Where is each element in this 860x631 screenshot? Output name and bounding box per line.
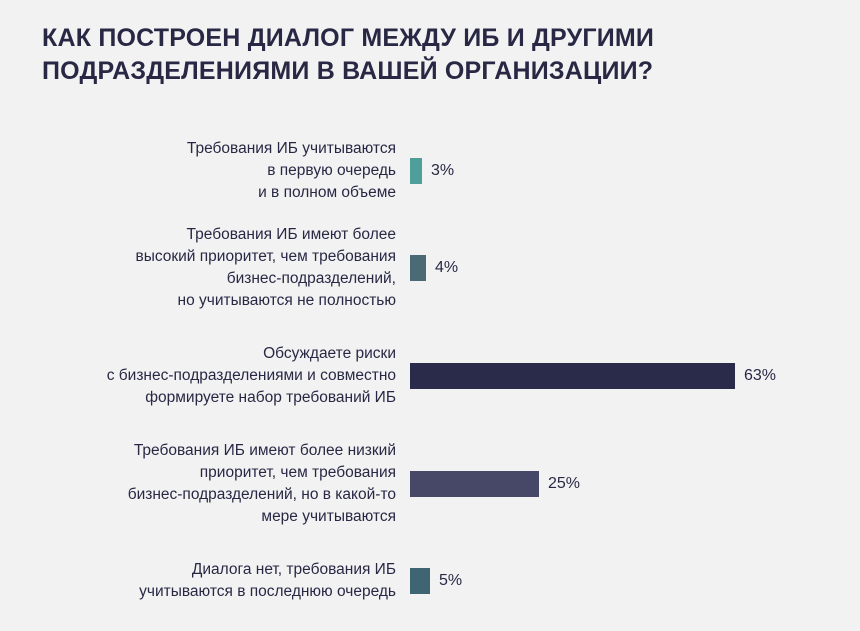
bar <box>410 158 422 184</box>
page-title: КАК ПОСТРОЕН ДИАЛОГ МЕЖДУ ИБ И ДРУГИМИ ПОДРАЗДЕЛЕНИЯМИ В ВАШЕЙ ОРГАНИЗАЦИИ? <box>42 24 655 86</box>
bar-value-label: 4% <box>435 259 459 276</box>
bar-chart <box>0 128 860 624</box>
bar-label-line: с бизнес-подразделениями и совместно <box>106 367 396 384</box>
bar <box>410 255 426 281</box>
bar-label <box>0 343 410 409</box>
bar <box>410 568 430 594</box>
bar-label-line: и в полном объеме <box>258 184 396 201</box>
bar-track <box>410 128 860 214</box>
bar-track <box>410 430 860 538</box>
bar-track <box>410 214 860 322</box>
bar-value-label: 5% <box>439 572 463 589</box>
bar-value-label: 63% <box>744 367 777 384</box>
chart-row <box>0 128 860 214</box>
bar-value-label: 25% <box>548 475 581 492</box>
bar-label-line: приоритет, чем требования <box>199 464 396 481</box>
chart-row <box>0 538 860 624</box>
chart-row <box>0 214 860 322</box>
bar-label-line: Обсуждаете риски <box>263 345 396 362</box>
bar-label-line: в первую очередь <box>267 162 396 179</box>
bar-track <box>410 538 860 624</box>
bar-label-line: Требования ИБ имеют более <box>186 226 396 243</box>
bar-track <box>410 322 860 430</box>
bar-label <box>0 138 410 204</box>
chart-row <box>0 322 860 430</box>
bar <box>410 471 539 497</box>
bar-value-label: 3% <box>431 162 455 179</box>
bar-label-line: высокий приоритет, чем требования <box>135 248 396 265</box>
bar <box>410 363 735 389</box>
bar-label-line: бизнес-подразделений, <box>226 270 396 287</box>
bar-label-line: Диалога нет, требования ИБ <box>191 561 396 578</box>
bar-label-line: учитываются в последнюю очередь <box>139 583 396 600</box>
bar-label-line: бизнес-подразделений, но в какой-то <box>127 486 396 503</box>
chart-row <box>0 430 860 538</box>
bar-label-line: но учитываются не полностью <box>177 292 396 309</box>
bar-label-line: мере учитываются <box>261 508 396 525</box>
bar-label-line: формируете набор требований ИБ <box>145 389 396 406</box>
bar-label <box>0 559 410 603</box>
bar-label <box>0 440 410 528</box>
bar-label-line: Требования ИБ учитываются <box>186 140 396 157</box>
bar-label-line: Требования ИБ имеют более низкий <box>133 442 396 459</box>
bar-label <box>0 224 410 312</box>
